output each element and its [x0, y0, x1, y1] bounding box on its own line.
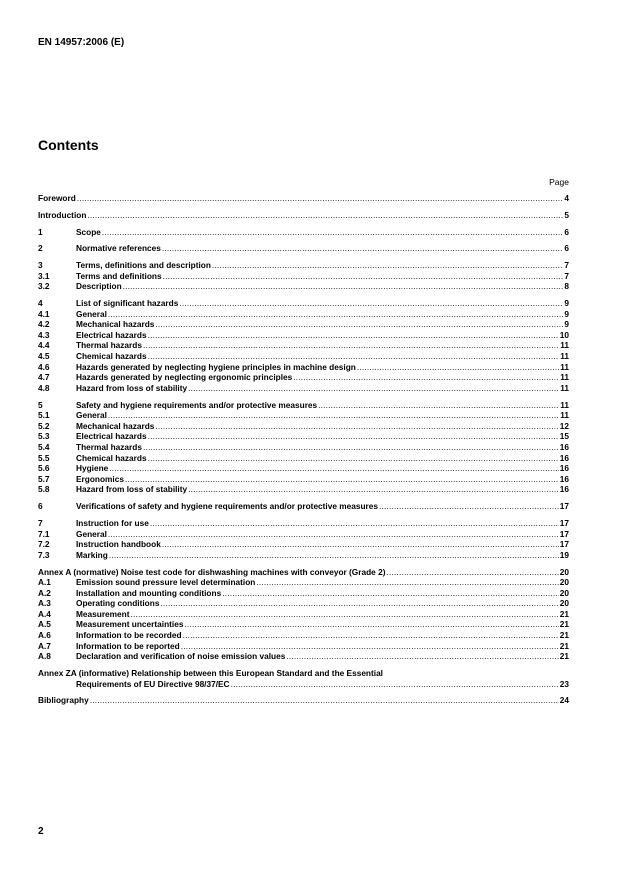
toc-leader-dots: [108, 529, 559, 540]
toc-entry-page: 17: [559, 528, 569, 539]
toc-entry[interactable]: [38, 630, 569, 641]
toc-entry-title: Hazard from loss of stability: [76, 484, 188, 495]
toc-leader-dots: [109, 463, 558, 474]
toc-entry-number: 4.4: [38, 340, 50, 351]
toc-entry-page: 23: [559, 678, 569, 689]
toc-leader-dots: [148, 453, 559, 464]
toc-entry-number: 5: [38, 399, 43, 410]
toc-leader-dots: [123, 281, 564, 292]
toc-entry-number: 2: [38, 243, 43, 254]
toc-entry-page: 9: [564, 319, 569, 330]
toc-entry-title: Chemical hazards: [76, 452, 147, 463]
toc-leader-dots: [148, 351, 560, 362]
toc-entry-title: Thermal hazards: [76, 442, 142, 452]
toc-leader-dots: [188, 383, 559, 394]
toc-entry-page: 17: [559, 517, 569, 528]
toc-leader-dots: [87, 210, 563, 221]
toc-entry[interactable]: [38, 383, 569, 394]
toc-entry-title: Electrical hazards: [76, 431, 147, 442]
toc-leader-dots: [109, 550, 559, 561]
toc-entry[interactable]: [38, 567, 569, 578]
toc-entry-page: 5: [564, 209, 569, 220]
toc-entry-page: 21: [559, 651, 569, 662]
toc-entry-page: 11: [560, 372, 569, 383]
toc-entry-number: 5.8: [38, 484, 50, 495]
toc-leader-dots: [181, 641, 559, 652]
toc-entry[interactable]: [38, 651, 569, 662]
toc-entry-number: A.7: [38, 640, 51, 651]
toc-entry-title: Safety and hygiene requirements and/or protective measures: [76, 399, 318, 410]
toc-entry-page: 15: [559, 431, 569, 442]
toc-entry-title: Marking: [76, 549, 108, 560]
toc-entry[interactable]: [38, 362, 569, 373]
toc-entry[interactable]: [38, 340, 569, 351]
toc-leader-dots: [256, 577, 558, 588]
toc-entry-number: 7.3: [38, 549, 50, 560]
toc-entry-page: 20: [559, 577, 569, 588]
toc-entry[interactable]: [38, 298, 569, 309]
toc-entry[interactable]: [38, 330, 569, 341]
toc-leader-dots: [77, 193, 564, 204]
toc-leader-dots: [184, 619, 558, 630]
toc-entry-number: 5.6: [38, 463, 50, 474]
toc-entry[interactable]: [38, 271, 569, 282]
toc-entry-number: 5.5: [38, 452, 50, 463]
toc-entry-title: General: [76, 308, 107, 319]
toc-entry-title: Hazard from loss of stability: [76, 382, 188, 393]
toc-entry-page: 11: [560, 340, 569, 351]
toc-entry-title: Mechanical hazards: [76, 319, 155, 330]
toc-entry-title: Terms and definitions: [76, 270, 162, 281]
toc-entry-title: Bibliography: [38, 695, 89, 706]
toc-entry[interactable]: [38, 309, 569, 320]
toc-entry-page: 7: [564, 260, 569, 271]
toc-entry-number: A.6: [38, 630, 51, 641]
toc-entry[interactable]: [38, 260, 569, 271]
toc-entry-page: 12: [559, 420, 569, 431]
toc-entry-page: 20: [559, 566, 569, 577]
toc-entry-number: 7.1: [38, 528, 50, 539]
toc-entry[interactable]: [38, 463, 569, 474]
toc-entry-page: 17: [559, 501, 569, 512]
toc-entry[interactable]: [38, 668, 569, 679]
toc-entry-number: A.3: [38, 598, 51, 609]
toc-entry-page: 6: [564, 243, 569, 254]
document-id-header: EN 14957:2006 (E): [38, 37, 125, 48]
toc-leader-dots: [162, 539, 559, 550]
toc-entry[interactable]: [38, 679, 569, 690]
toc-leader-dots: [386, 567, 558, 578]
toc-entry-page: 6: [564, 226, 569, 237]
toc-entry-number: 1: [38, 226, 43, 237]
toc-entry-number: 4.2: [38, 319, 50, 330]
toc-entry-number: 4.5: [38, 351, 50, 362]
toc-leader-dots: [212, 260, 563, 271]
toc-entry[interactable]: [38, 695, 569, 706]
toc-entry-title: Emission sound pressure level determination: [76, 577, 256, 588]
toc-entry-title: Description: [76, 281, 122, 292]
toc-entry-title: Annex ZA (informative) Relationship between this European Standard and the Essential: [38, 668, 383, 679]
toc-leader-dots: [160, 598, 558, 609]
toc-entry-number: 6: [38, 501, 43, 512]
toc-entry-title: Declaration and verification of noise emission values: [76, 651, 286, 662]
toc-entry[interactable]: [38, 400, 569, 411]
toc-entry-title: Hazards generated by neglecting ergonomic principles: [76, 372, 293, 383]
toc-entry-title: Chemical hazards: [76, 351, 147, 362]
toc-entry[interactable]: [38, 281, 569, 292]
toc-leader-dots: [155, 421, 558, 432]
toc-leader-dots: [379, 501, 559, 512]
toc-entry-title: Scope: [76, 226, 101, 237]
toc-entry[interactable]: [38, 372, 569, 383]
toc-entry-number: 4.6: [38, 361, 50, 372]
toc-entry[interactable]: [38, 529, 569, 540]
toc-entry-page: 19: [559, 549, 569, 560]
toc-entry-title: Hygiene: [76, 463, 109, 474]
toc-entry-title: Terms, definitions and description: [76, 260, 211, 271]
toc-entry[interactable]: [38, 577, 569, 588]
toc-leader-dots: [143, 442, 559, 453]
toc-entry-title: Measurement uncertainties: [76, 619, 184, 630]
toc-entry[interactable]: [38, 442, 569, 453]
toc-entry-page: 11: [560, 410, 569, 421]
toc-entry-page: 16: [559, 452, 569, 463]
toc-entry-title: Information to be recorded: [76, 630, 182, 641]
toc-entry-title: Hazards generated by neglecting hygiene principles in machine design: [76, 361, 356, 372]
toc-entry-number: A.8: [38, 651, 51, 662]
contents-title: Contents: [38, 137, 99, 153]
table-of-contents: [38, 193, 569, 706]
toc-entry[interactable]: [38, 319, 569, 330]
toc-entry-number: 4.3: [38, 329, 50, 340]
toc-entry-page: 21: [559, 619, 569, 630]
toc-entry-title: List of significant hazards: [76, 298, 179, 309]
toc-entry-title: Ergonomics: [76, 473, 124, 484]
toc-leader-dots: [125, 474, 559, 485]
page-number: 2: [38, 826, 44, 837]
toc-entry[interactable]: [38, 550, 569, 561]
toc-entry[interactable]: [38, 453, 569, 464]
toc-entry[interactable]: [38, 588, 569, 599]
page-column-label: Page: [549, 177, 569, 187]
toc-leader-dots: [188, 484, 559, 495]
toc-entry-number: 4.7: [38, 372, 50, 383]
toc-leader-dots: [179, 298, 563, 309]
toc-entry-number: 3: [38, 260, 43, 271]
toc-entry-number: 5.3: [38, 431, 50, 442]
toc-entry[interactable]: [38, 243, 569, 254]
toc-entry-title: Measurement: [76, 608, 130, 619]
toc-entry-page: 20: [559, 598, 569, 609]
toc-entry[interactable]: [38, 539, 569, 550]
toc-leader-dots: [293, 372, 559, 383]
toc-entry-number: 3.1: [38, 270, 50, 281]
toc-entry[interactable]: [38, 484, 569, 495]
toc-entry-page: 11: [560, 351, 569, 362]
toc-entry[interactable]: [38, 421, 569, 432]
toc-entry-title: Mechanical hazards: [76, 420, 155, 431]
toc-entry-number: 5.7: [38, 473, 50, 484]
toc-entry-number: 4.8: [38, 382, 50, 393]
toc-entry[interactable]: [38, 431, 569, 442]
toc-entry-page: 10: [559, 329, 569, 340]
toc-entry-title: Verifications of safety and hygiene requirements and/or protective measures: [76, 501, 379, 512]
toc-entry-title: Normative references: [76, 243, 161, 254]
toc-entry[interactable]: [38, 609, 569, 620]
toc-leader-dots: [162, 243, 564, 254]
toc-leader-dots: [222, 588, 559, 599]
toc-entry-number: 7.2: [38, 539, 50, 550]
toc-entry-title: Foreword: [38, 193, 76, 203]
toc-entry-page: 24: [559, 695, 569, 706]
toc-entry-title: Thermal hazards: [76, 340, 142, 351]
toc-entry[interactable]: [38, 619, 569, 630]
toc-entry[interactable]: [38, 227, 569, 238]
toc-entry-number: 5.4: [38, 442, 50, 452]
toc-leader-dots: [131, 609, 559, 620]
toc-leader-dots: [143, 340, 559, 351]
toc-entry[interactable]: [38, 641, 569, 652]
toc-leader-dots: [90, 695, 559, 706]
toc-entry-number: A.5: [38, 619, 51, 630]
toc-entry[interactable]: [38, 501, 569, 512]
toc-entry-page: 16: [559, 484, 569, 495]
toc-entry-page: 11: [560, 361, 569, 372]
toc-leader-dots: [357, 362, 559, 373]
toc-entry-page: 16: [559, 463, 569, 474]
toc-entry-number: 4.1: [38, 308, 50, 319]
toc-leader-dots: [155, 319, 563, 330]
toc-entry-number: 5.2: [38, 420, 50, 431]
toc-entry-page: 17: [559, 539, 569, 550]
toc-entry[interactable]: [38, 598, 569, 609]
toc-entry-page: 16: [559, 473, 569, 484]
toc-leader-dots: [108, 410, 559, 421]
toc-entry-page: 21: [559, 608, 569, 619]
toc-leader-dots: [108, 309, 563, 320]
toc-leader-dots: [183, 630, 559, 641]
toc-entry-number: 7: [38, 517, 43, 528]
toc-entry-title: Installation and mounting conditions: [76, 587, 222, 598]
toc-entry[interactable]: [38, 474, 569, 485]
toc-leader-dots: [102, 227, 563, 238]
toc-entry[interactable]: [38, 518, 569, 529]
toc-entry[interactable]: [38, 410, 569, 421]
toc-entry[interactable]: [38, 351, 569, 362]
toc-entry-title: Electrical hazards: [76, 329, 147, 340]
toc-entry-title: Introduction: [38, 209, 87, 220]
toc-entry-page: 21: [559, 630, 569, 641]
toc-entry-page: 8: [564, 281, 569, 292]
toc-entry-page: 11: [560, 382, 569, 393]
toc-entry-title: Requirements of EU Directive 98/37/EC: [76, 678, 230, 689]
toc-entry-title: Annex A (normative) Noise test code for dishwashing machines with conveyor (Grade 2): [38, 566, 386, 577]
toc-entry-number: A.1: [38, 577, 51, 588]
toc-entry-page: 9: [564, 308, 569, 319]
toc-entry-page: 7: [564, 270, 569, 281]
toc-leader-dots: [286, 651, 558, 662]
toc-leader-dots: [163, 271, 564, 282]
toc-entry-title: Instruction for use: [76, 517, 149, 528]
toc-entry-page: 21: [559, 640, 569, 651]
toc-entry[interactable]: [38, 193, 569, 204]
toc-leader-dots: [231, 679, 559, 690]
toc-entry-number: 3.2: [38, 281, 50, 292]
toc-entry-page: 11: [560, 399, 569, 410]
toc-entry-page: 4: [564, 193, 569, 203]
toc-leader-dots: [150, 518, 559, 529]
toc-entry-page: 9: [564, 298, 569, 309]
toc-leader-dots: [148, 431, 559, 442]
toc-entry-number: 5.1: [38, 410, 50, 421]
toc-entry-number: 4: [38, 298, 43, 309]
toc-entry-number: A.2: [38, 587, 51, 598]
toc-entry-title: Information to be reported: [76, 640, 180, 651]
toc-entry-page: 20: [559, 587, 569, 598]
toc-entry-title: Operating conditions: [76, 598, 160, 609]
toc-entry-number: A.4: [38, 608, 51, 619]
toc-entry-title: Instruction handbook: [76, 539, 161, 550]
toc-entry-title: General: [76, 528, 107, 539]
toc-leader-dots: [318, 400, 559, 411]
toc-leader-dots: [148, 330, 559, 341]
toc-entry-title: General: [76, 410, 107, 421]
toc-entry-page: 16: [559, 442, 569, 452]
toc-entry[interactable]: [38, 210, 569, 221]
